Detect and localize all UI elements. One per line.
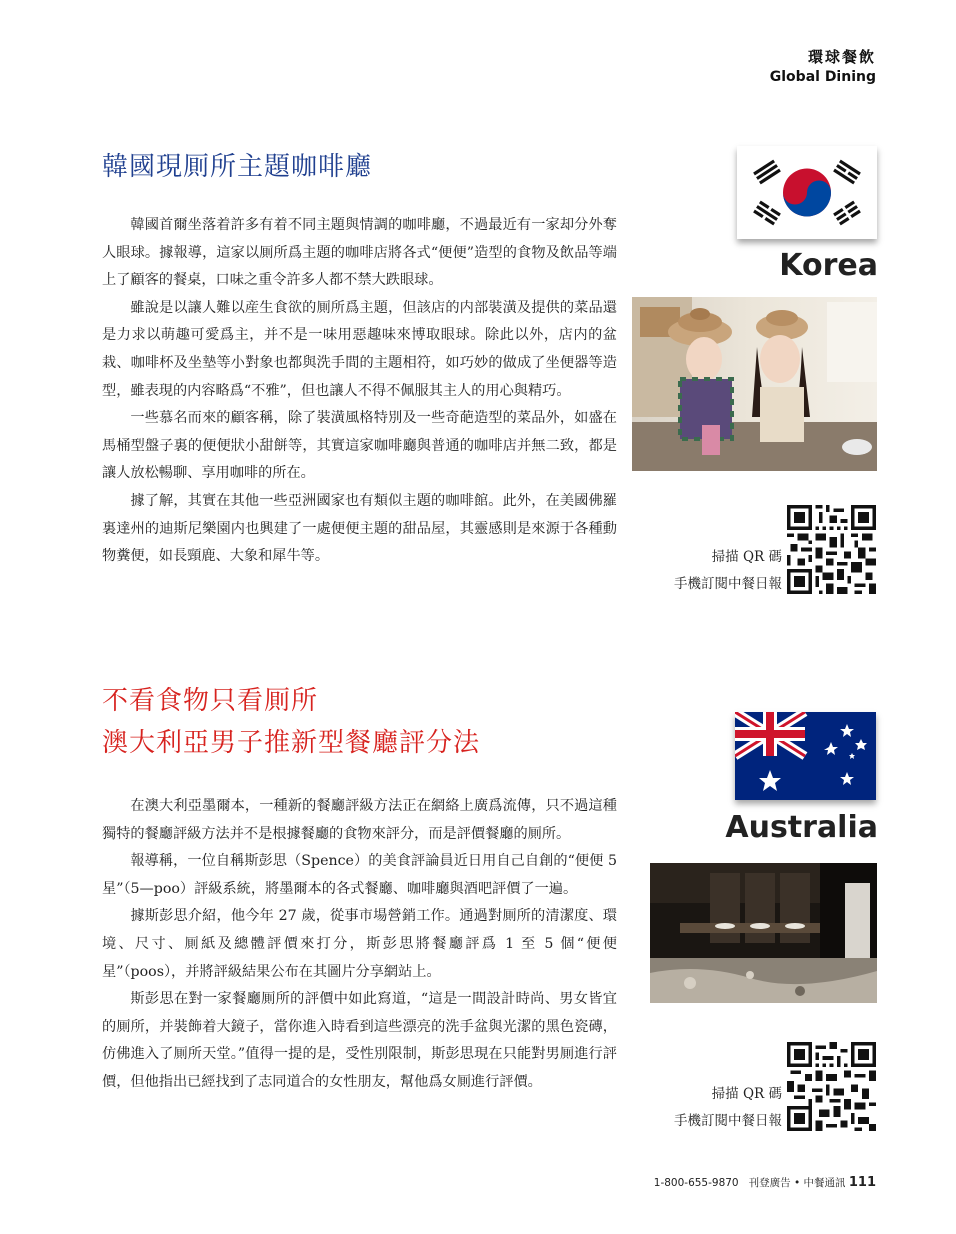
- page-number: 111: [848, 1175, 876, 1190]
- article1-paragraph: 一些慕名而來的顧客稱，除了裝潢風格特別及一些奇葩造型的菜品外，如盛在馬桶型盤子裏的便便狀小甜餅等，其實這家咖啡廳與普通的咖啡店并無二致，都是讓人放松暢聊、享用咖啡的所在。: [102, 410, 617, 482]
- article1-paragraph: 雖說是以讓人難以産生食欲的厠所爲主題，但該店的内部裝潢及提供的菜品還是力求以萌趣可愛爲主，并不是一味用惡趣味來博取眼球。除此以外，店内的盆栽、咖啡杯及坐墊等小對象也都與洗手間的主題相符，如巧妙的做成了坐便器等造型，雖表現的内容略爲“不雅”，但也讓人不得不佩服其主人的用心與精巧。: [102, 299, 617, 399]
- article2-paragraph: 在澳大利亞墨爾本，一種新的餐廳評級方法正在網絡上廣爲流傳，只不過這種獨特的餐廳評級方法并不是根據餐廳的食物來評分，而是評價餐廳的厠所。: [102, 798, 617, 842]
- page-footer: [654, 1175, 876, 1190]
- qr-caption-line2: 手機訂閱中餐日報: [674, 576, 782, 592]
- article2-title-line1: 不看食物只看厠所: [102, 686, 319, 716]
- korea-flag: [737, 146, 877, 239]
- qr-caption-line1: 掃描 QR 碼: [711, 549, 782, 565]
- qr-caption-2: [674, 1081, 782, 1135]
- section-title-en: Global Dining: [769, 69, 876, 85]
- qr-caption-line1: 掃描 QR 碼: [711, 1086, 782, 1102]
- qr-code-2[interactable]: [787, 1042, 876, 1131]
- qr-code-1[interactable]: [787, 505, 876, 594]
- australia-flag: [735, 712, 876, 800]
- footer-phone: 1-800-655-9870: [653, 1177, 739, 1189]
- country-label-korea: Korea: [779, 248, 878, 283]
- qr-caption-1: [674, 544, 782, 598]
- article2-title-line2: 澳大利亞男子推新型餐廳評分法: [102, 728, 481, 758]
- qr-caption-line2: 手機訂閱中餐日報: [674, 1113, 782, 1129]
- article1-body: [102, 212, 617, 571]
- article2-paragraph: 斯彭思在對一家餐廳厠所的評價中如此寫道，“這是一間設計時尚、男女皆宜的厠所，并裝飾着大鏡子，當你進入時看到這些漂亮的洗手盆與光潔的黑色瓷磚，仿佛進入了厠所天堂。”值得一提的是，受性別限制，斯彭思現在只能對男厠進行評價，但他指出已經找到了志同道合的女性朋友，幫他爲女厠進行評價。: [102, 991, 617, 1090]
- korea-cafe-photo: [632, 297, 877, 471]
- australia-restroom-photo: [650, 863, 877, 1003]
- article2-paragraph: 據斯彭思介紹，他今年 27 歲，從事市場營銷工作。通過對厠所的清潔度、環境、尺寸、厠紙及總體評價來打分，斯彭思將餐廳評爲 1 至 5 個“便便星”（poos），并將評級結果公布在其圖片分享網站上。: [102, 908, 617, 980]
- article1-paragraph: 據了解，其實在其他一些亞洲國家也有類似主題的咖啡館。此外，在美國佛羅裏達州的迪斯尼樂園内也興建了一處便便主題的甜品屋，其靈感則是來源于各種動物糞便，如長頸鹿、大象和犀牛等。: [102, 492, 617, 565]
- article1-paragraph: 韓國首爾坐落着許多有着不同主題與情調的咖啡廳，不過最近有一家却分外奪人眼球。據報導，這家以厠所爲主題的咖啡店將各式“便便”造型的食物及飲品等端上了顧客的餐桌，口味之重令許多人都不禁大跌眼球。: [102, 217, 617, 289]
- article2-body: [102, 793, 617, 1097]
- country-label-australia: Australia: [725, 810, 878, 845]
- article1-title: 韓國現厠所主題咖啡廳: [102, 152, 373, 182]
- article2-paragraph: 報導稱，一位自稱斯彭思（Spence）的美食評論員近日用自己自創的“便便 5 星”（5—poo）評級系統，將墨爾本的各式餐廳、咖啡廳與酒吧評價了一遍。: [102, 853, 617, 897]
- section-title-zh: 環球餐飲: [807, 48, 876, 66]
- article2-title: [102, 680, 480, 764]
- section-tag: [770, 46, 876, 85]
- footer-label: 刊登廣告 • 中餐通訊: [748, 1177, 846, 1189]
